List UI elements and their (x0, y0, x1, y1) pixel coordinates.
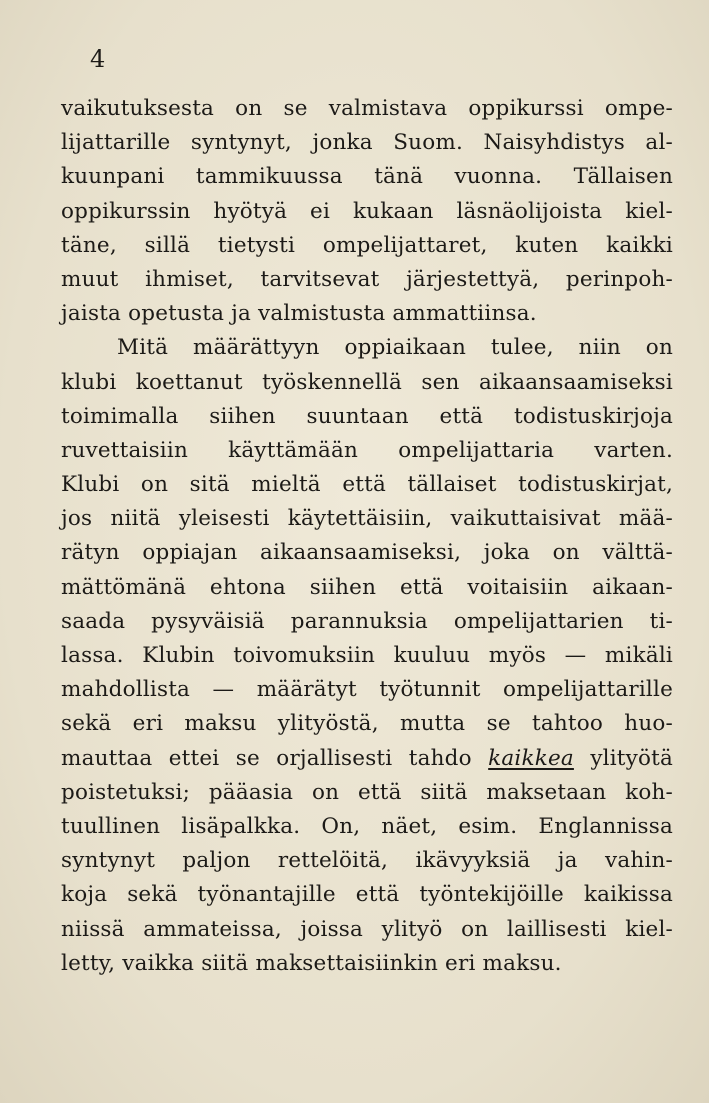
text-line: kuunpani tammikuussa tänä vuonna. Tällaisen (61, 164, 673, 190)
text-line: mahdollista — määrätyt työtunnit ompelijattarille (61, 677, 673, 703)
text-line: syntynyt paljon rettelöitä, ikävyyksiä ja vahin- (61, 848, 673, 874)
text-line: poistetuksi; pääasia on että siitä maksetaan koh- (61, 779, 673, 805)
text-line: letty, vaikka siitä maksettaisiinkin eri maksu. (61, 950, 562, 976)
text-line: ruvettaisiin käyttämään ompelijattaria varten. (61, 437, 673, 463)
page-number: 4 (90, 45, 106, 73)
text-line: toimimalla siihen suuntaan että todistuskirjoja (61, 403, 673, 429)
text-line: lassa. Klubin toivomuksiin kuuluu myös — mikäli (61, 643, 673, 668)
text-line: oppikurssin hyötyä ei kukaan läsnäolijoista kiel- (61, 198, 673, 224)
text-line: mättömänä ehtona siihen että voitaisiin aikaan- (61, 574, 673, 600)
text-line: muut ihmiset, tarvitsevat järjestettyä, perinpoh- (61, 266, 673, 292)
text-line: koja sekä työnantajille että työntekijöille kaikissa (61, 882, 673, 908)
emphasized-word: kaikkea (488, 745, 574, 771)
paragraph-start-line: Mitä määrättyyn oppiaikaan tulee, niin on (117, 335, 673, 361)
text-line: jos niitä yleisesti käytettäisiin, vaikuttaisivat mää- (61, 506, 673, 532)
text-line-with-emphasis (61, 742, 673, 776)
text-line: täne, sillä tietysti ompelijattaret, kuten kaikki (61, 232, 673, 258)
body-text (61, 92, 673, 981)
text-line: klubi koettanut työskennellä sen aikaansaamiseksi (61, 369, 673, 395)
text-line: jaista opetusta ja valmistusta ammattiinsa. (61, 301, 537, 327)
text-line: lijattarille syntynyt, jonka Suom. Naisyhdistys al- (61, 130, 673, 156)
text-line-start: mauttaa ettei se orjallisesti tahdo (61, 745, 472, 771)
text-line: niissä ammateissa, joissa ylityö on laillisesti kiel- (61, 916, 673, 942)
text-line: Klubi on sitä mieltä että tällaiset todistuskirjat, (61, 472, 673, 498)
text-line-end: ylityötä (590, 745, 673, 771)
text-line: saada pysyväisiä parannuksia ompelijattarien ti- (61, 608, 673, 634)
text-line: vaikutuksesta on se valmistava oppikurssi ompe- (61, 96, 673, 121)
text-line: rätyn oppiajan aikaansaamiseksi, joka on välttä- (61, 540, 673, 566)
text-line: tuullinen lisäpalkka. On, näet, esim. Englannissa (61, 813, 673, 839)
text-line: sekä eri maksu ylityöstä, mutta se tahtoo huo- (61, 711, 673, 737)
